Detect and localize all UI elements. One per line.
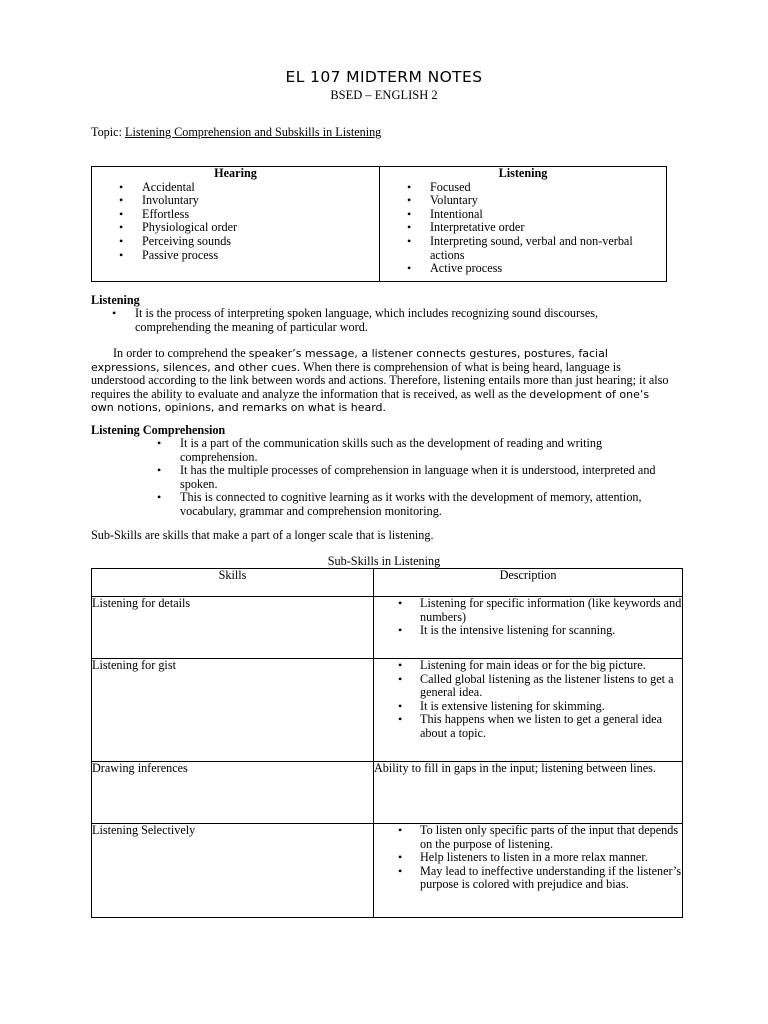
listening-item: • Interpreting sound, verbal and non-verbal actions xyxy=(392,235,662,262)
listening-item: • Interpretative order xyxy=(392,221,662,235)
listening-item: • Focused xyxy=(392,181,662,195)
description-item: • This happens when we listen to get a general idea about a topic. xyxy=(374,713,682,740)
document-subtitle: BSED – ENGLISH 2 xyxy=(330,88,438,102)
comprehension-item: • It has the multiple processes of comprehension in language when it is understood, interpreted and spoken. xyxy=(142,464,667,491)
skill-cell: Listening for details xyxy=(92,597,374,659)
hearing-item: • Perceiving sounds xyxy=(104,235,379,249)
hearing-item: • Accidental xyxy=(104,181,379,195)
subskills-caption: Sub-Skills in Listening xyxy=(327,554,441,568)
description-item: • Help listeners to listen in a more relax manner. xyxy=(374,851,682,865)
description-cell: Ability to fill in gaps in the input; listening between lines. xyxy=(374,762,683,824)
description-list xyxy=(374,597,682,638)
hearing-item: • Physiological order xyxy=(104,221,379,235)
comprehension-heading: Listening Comprehension xyxy=(91,423,226,437)
description-list xyxy=(374,824,682,892)
hearing-item: • Passive process xyxy=(104,249,379,263)
listening-list xyxy=(380,181,666,276)
description-list xyxy=(374,659,682,741)
description-item: • To listen only specific parts of the input that depends on the purpose of listening. xyxy=(374,824,682,851)
description-item: • Listening for main ideas or for the big picture. xyxy=(374,659,682,673)
hearing-item: • Involuntary xyxy=(104,194,379,208)
table-row xyxy=(92,597,683,659)
listening-item: • Intentional xyxy=(392,208,662,222)
subskills-table xyxy=(91,568,683,918)
hearing-column xyxy=(92,167,380,282)
listening-item: • Voluntary xyxy=(392,194,662,208)
description-cell xyxy=(374,659,683,762)
listening-definition: • It is the process of interpreting spoken language, which includes recognizing sound discourses, comprehending the meaning of particular word. xyxy=(97,307,667,334)
listening-heading: Listening xyxy=(91,293,140,307)
comprehension-item: • It is a part of the communication skills such as the development of reading and writing comprehension. xyxy=(142,437,667,464)
paragraph-part: When there is comprehension of what is being heard, language is understood according to the link between words and actions. Therefore, listening entails more than just hearing; it also requires the ability to evaluate and analyze the information that is received, as well as the xyxy=(91,359,669,401)
description-item: • It is the intensive listening for scanning. xyxy=(374,624,682,638)
listening-paragraph xyxy=(91,347,671,415)
description-cell xyxy=(374,597,683,659)
hearing-header: Hearing xyxy=(214,166,257,180)
table-row xyxy=(92,762,683,824)
paragraph-part: development of one’s own notions, opinions, and remarks on what is heard. xyxy=(91,387,650,415)
paragraph-part: In order to comprehend the xyxy=(113,346,249,360)
listening-item: • Active process xyxy=(392,262,662,276)
skill-cell: Listening Selectively xyxy=(92,824,374,918)
topic-line xyxy=(91,126,381,140)
table-row xyxy=(92,659,683,762)
description-cell xyxy=(374,824,683,918)
table-row xyxy=(92,824,683,918)
description-item: • It is extensive listening for skimming. xyxy=(374,700,682,714)
hearing-item: • Effortless xyxy=(104,208,379,222)
hearing-listening-table xyxy=(91,166,667,282)
topic-label: Topic: xyxy=(91,125,126,139)
description-item: • Listening for specific information (like keywords and numbers) xyxy=(374,597,682,624)
description-column-header: Description xyxy=(374,569,683,597)
skills-column-header: Skills xyxy=(92,569,374,597)
comprehension-list xyxy=(142,437,667,519)
comprehension-item: • This is connected to cognitive learning as it works with the development of memory, attention, vocabulary, grammar and comprehension monitoring. xyxy=(142,491,667,518)
skill-cell: Listening for gist xyxy=(92,659,374,762)
subskills-intro: Sub-Skills are skills that make a part of a longer scale that is listening. xyxy=(91,528,434,542)
listening-header: Listening xyxy=(498,166,548,180)
listening-column xyxy=(380,167,667,282)
skill-cell: Drawing inferences xyxy=(92,762,374,824)
document-title: EL 107 MIDTERM NOTES xyxy=(285,68,483,86)
description-item: • May lead to ineffective understanding if the listener’s purpose is colored with prejudice and bias. xyxy=(374,865,682,892)
topic-text: Listening Comprehension and Subskills in Listening xyxy=(125,125,382,139)
paragraph-part: speaker’s message, a listener connects gestures, postures, facial expressions, silences, and other cues. xyxy=(91,347,608,374)
hearing-list xyxy=(92,181,379,263)
description-item: • Called global listening as the listener listens to get a general idea. xyxy=(374,673,682,700)
listening-definition-list xyxy=(97,307,667,334)
